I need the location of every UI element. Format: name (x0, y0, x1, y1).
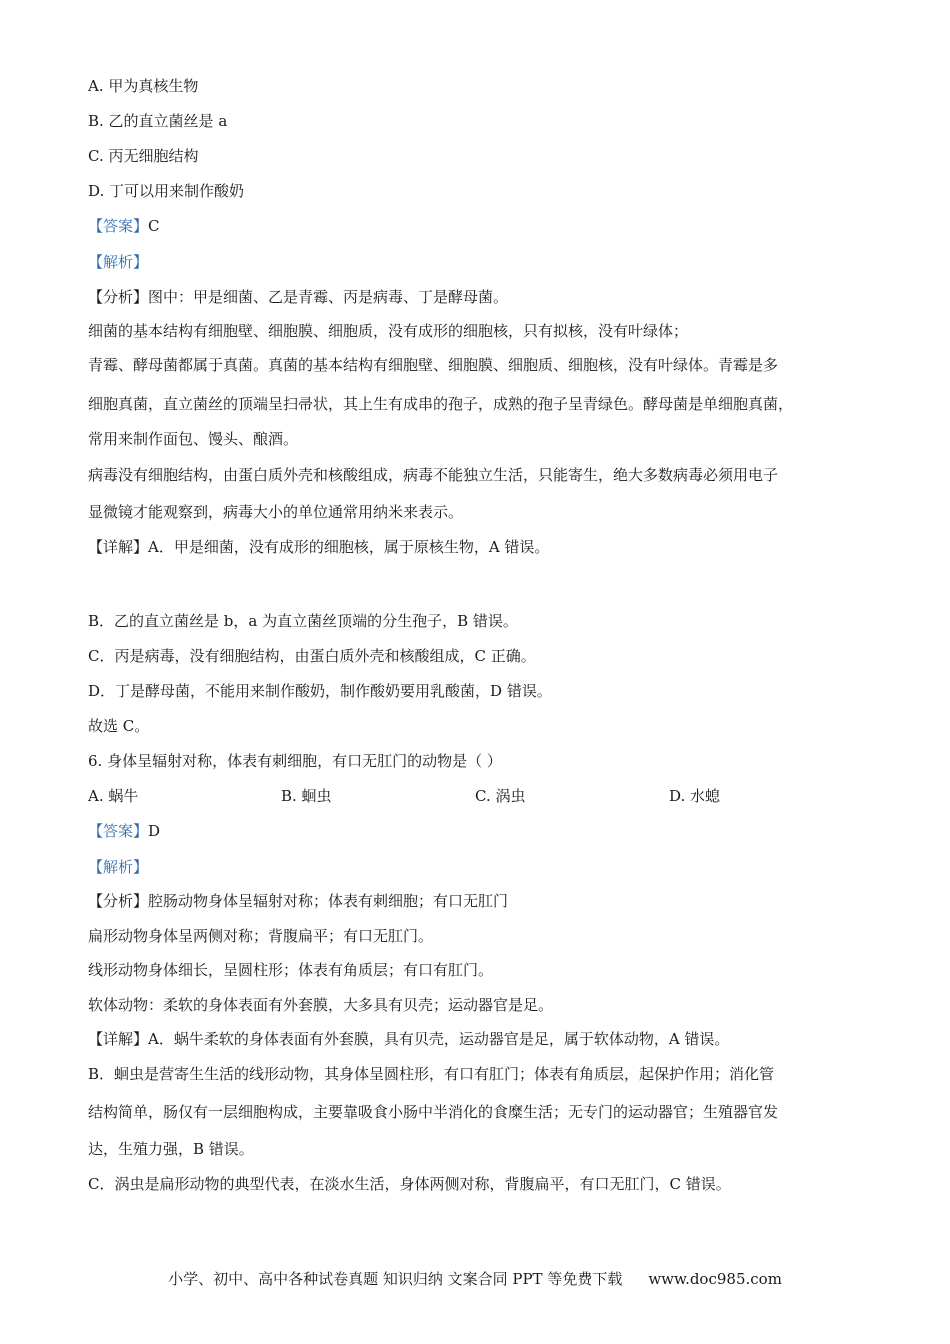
answer-value: C (148, 217, 160, 235)
q6-answer (88, 821, 160, 841)
page-footer (0, 1268, 950, 1289)
q5-option-a: A. 甲为真核生物 (88, 77, 199, 95)
q5-analysis-line: 显微镜才能观察到，病毒大小的单位通常用纳米来表示。 (88, 503, 464, 521)
q5-option-d: D. 丁可以用来制作酸奶 (88, 182, 245, 200)
q6-option-b: B. 蛔虫 (281, 787, 332, 805)
q5-analysis-line: 细菌的基本结构有细胞壁、细胞膜、细胞质，没有成形的细胞核，只有拟核，没有叶绿体； (88, 322, 689, 340)
answer-value: D (148, 822, 161, 840)
q6-detail-line: 【详解】A．蜗牛柔软的身体表面有外套膜，具有贝壳，运动器官是足，属于软体动物，A 错误。 (88, 1030, 730, 1048)
q5-detail-line: D．丁是酵母菌，不能用来制作酸奶，制作酸奶要用乳酸菌，D 错误。 (88, 682, 552, 700)
q6-analysis-line: 扁形动物身体呈两侧对称；背腹扁平；有口无肛门。 (88, 927, 434, 945)
q5-analysis-line: 【分析】图中：甲是细菌、乙是青霉、丙是病毒、丁是酵母菌。 (88, 288, 509, 306)
footer-text: 小学、初中、高中各种试卷真题 知识归纳 文案合同 PPT 等免费下载 (168, 1270, 623, 1288)
q6-detail-line: 达，生殖力强，B 错误。 (88, 1140, 254, 1158)
q6-detail-line: B．蛔虫是营寄生生活的线形动物，其身体呈圆柱形，有口有肛门；体表有角质层，起保护作用；消化管 (88, 1065, 775, 1083)
q6-analysis-line: 软体动物：柔软的身体表面有外套膜，大多具有贝壳；运动器官是足。 (88, 996, 554, 1014)
q5-option-c: C. 丙无细胞结构 (88, 147, 199, 165)
answer-tag: 【答案】 (88, 822, 149, 840)
q5-answer (88, 216, 160, 236)
q6-analysis-line: 线形动物身体细长，呈圆柱形；体表有角质层；有口有肛门。 (88, 961, 494, 979)
q6-detail-line: C．涡虫是扁形动物的典型代表，在淡水生活，身体两侧对称，背腹扁平，有口无肛门，C 错误。 (88, 1175, 731, 1193)
q5-analysis-line: 细胞真菌，直立菌丝的顶端呈扫帚状，其上生有成串的孢子，成熟的孢子呈青绿色。酵母菌是单细胞真菌， (88, 395, 794, 413)
q5-detail-line: B．乙的直立菌丝是 b，a 为直立菌丝顶端的分生孢子，B 错误。 (88, 612, 518, 630)
q5-analysis-line: 青霉、酵母菌都属于真菌。真菌的基本结构有细胞壁、细胞膜、细胞质、细胞核，没有叶绿体。青霉是多 (88, 356, 779, 374)
q5-option-b: B. 乙的直立菌丝是 a (88, 112, 228, 130)
q5-analysis-line: 病毒没有细胞结构，由蛋白质外壳和核酸组成，病毒不能独立生活，只能寄生，绝大多数病毒必须用电子 (88, 466, 779, 484)
q6-analysis-line: 【分析】腔肠动物身体呈辐射对称；体表有刺细胞；有口无肛门 (88, 892, 509, 910)
q6-option-c: C. 涡虫 (475, 787, 526, 805)
q6-question: 6. 身体呈辐射对称，体表有刺细胞，有口无肛门的动物是（ ） (88, 752, 502, 770)
q5-analysis-line: 常用来制作面包、馒头、酿酒。 (88, 430, 299, 448)
q6-option-d: D. 水螅 (669, 787, 721, 805)
q6-detail-line: 结构简单，肠仅有一层细胞构成，主要靠吸食小肠中半消化的食糜生活；无专门的运动器官；生殖器官发 (88, 1103, 779, 1121)
footer-link[interactable]: www.doc985.com (648, 1270, 782, 1288)
q6-option-a: A. 蜗牛 (88, 787, 139, 805)
q5-detail-line: C．丙是病毒，没有细胞结构，由蛋白质外壳和核酸组成，C 正确。 (88, 647, 536, 665)
q6-analysis-tag: 【解析】 (88, 858, 149, 876)
q5-detail-line: 【详解】A．甲是细菌，没有成形的细胞核，属于原核生物，A 错误。 (88, 538, 550, 556)
q5-conclusion: 故选 C。 (88, 717, 150, 735)
q5-analysis-tag: 【解析】 (88, 253, 149, 271)
answer-tag: 【答案】 (88, 217, 149, 235)
